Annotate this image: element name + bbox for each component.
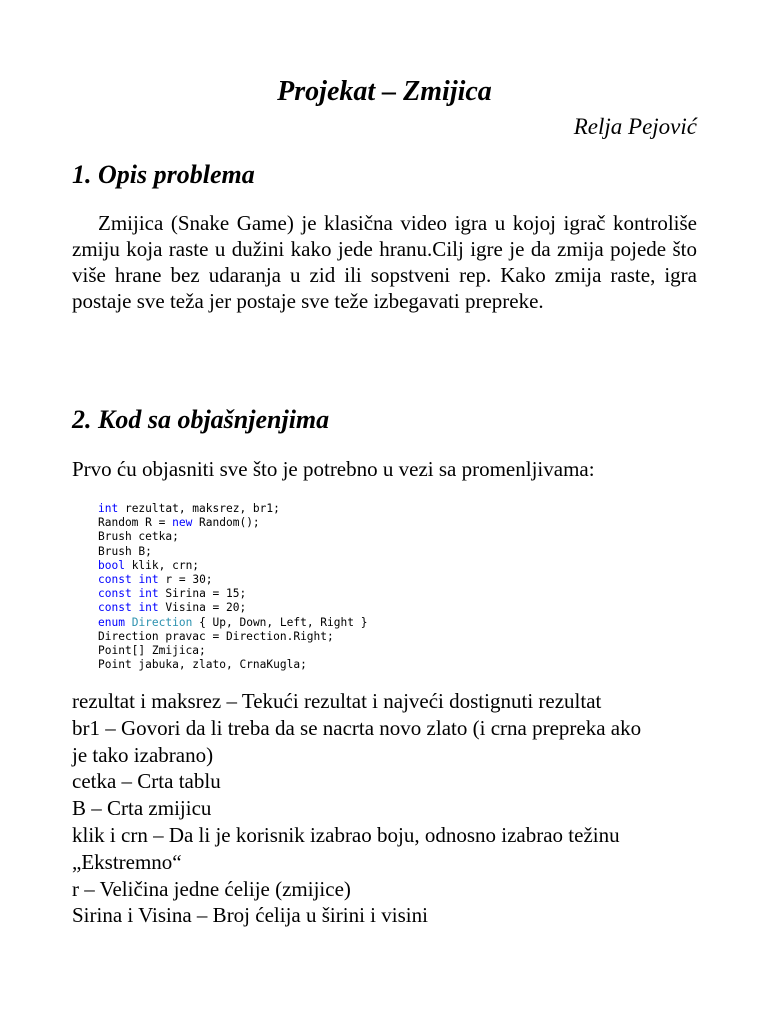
- code-line: Point jabuka, zlato, CrnaKugla;: [98, 658, 307, 672]
- code-keyword: int: [138, 572, 159, 586]
- section-heading-kod: 2. Kod sa objašnjenjima: [72, 405, 330, 434]
- code-line: [98, 502, 367, 516]
- definition-line: „Ekstremno“: [72, 849, 182, 874]
- code-keyword: int: [98, 502, 119, 515]
- code-text: r = 30;: [158, 572, 213, 586]
- definition-line: Sirina i Visina – Broj ćelija u širini i visini: [72, 903, 428, 928]
- code-line: [98, 573, 367, 587]
- code-line: [98, 559, 367, 573]
- document-title: Projekat – Zmijica: [277, 76, 492, 107]
- code-intro-paragraph: Prvo ću objasniti sve što je potrebno u vezi sa promenljivama:: [72, 457, 595, 481]
- definition-line: cetka – Crta tablu: [72, 769, 221, 794]
- definition-line: B – Crta zmijicu: [72, 796, 212, 821]
- code-text: Visina = 20;: [158, 601, 247, 615]
- code-text: { Up, Down, Left, Right }: [192, 615, 368, 629]
- definition-line: br1 – Govori da li treba da se nacrta novo zlato (i crna prepreka ako: [72, 715, 642, 740]
- code-line: Direction pravac = Direction.Right;: [98, 629, 334, 643]
- code-line: [98, 587, 367, 601]
- code-keyword: new: [172, 516, 193, 530]
- variable-definitions: [72, 688, 697, 929]
- code-keyword: int: [138, 587, 159, 601]
- definition-line: rezultat i maksrez – Tekući rezultat i najveći dostignuti rezultat: [72, 689, 602, 713]
- code-line: [98, 516, 367, 530]
- code-keyword: int: [138, 601, 159, 615]
- code-block: [98, 502, 367, 672]
- code-line: [98, 601, 367, 615]
- code-text: klik, crn;: [124, 558, 200, 572]
- code-keyword: const: [98, 587, 132, 601]
- code-line: [98, 616, 367, 630]
- definition-line: klik i crn – Da li je korisnik izabrao boju, odnosno izabrao težinu: [72, 822, 620, 847]
- definition-line: r – Veličina jedne ćelije (zmijice): [72, 876, 351, 901]
- code-keyword: enum: [98, 615, 125, 629]
- author-name: Relja Pejović: [573, 114, 697, 139]
- definition-line: je tako izabrano): [72, 742, 214, 767]
- code-type: Direction: [131, 615, 193, 629]
- code-text: Random R =: [98, 516, 173, 530]
- code-line: Point[] Zmijica;: [98, 643, 206, 657]
- section-heading-opis-problema: 1. Opis problema: [72, 160, 255, 189]
- code-keyword: bool: [98, 558, 125, 572]
- problem-description-paragraph: Zmijica (Snake Game) je klasična video igra u kojoj igrač kontroliše zmiju koja raste u dužini kako jede hranu.Cilj igre je da zmija pojede što više hrane bez udaranja u zid ili sopstveni rep. Kako zmija raste, igra postaje sve teža jer postaje sve teže izbegavati prepreke.: [72, 211, 697, 313]
- code-text: Random();: [192, 516, 260, 530]
- code-text: Sirina = 15;: [158, 587, 247, 601]
- code-keyword: const: [98, 572, 132, 586]
- code-text: rezultat, maksrez, br1;: [118, 502, 280, 515]
- code-line: Brush cetka;: [98, 530, 179, 544]
- code-line: Brush B;: [98, 544, 152, 558]
- code-keyword: const: [98, 601, 132, 615]
